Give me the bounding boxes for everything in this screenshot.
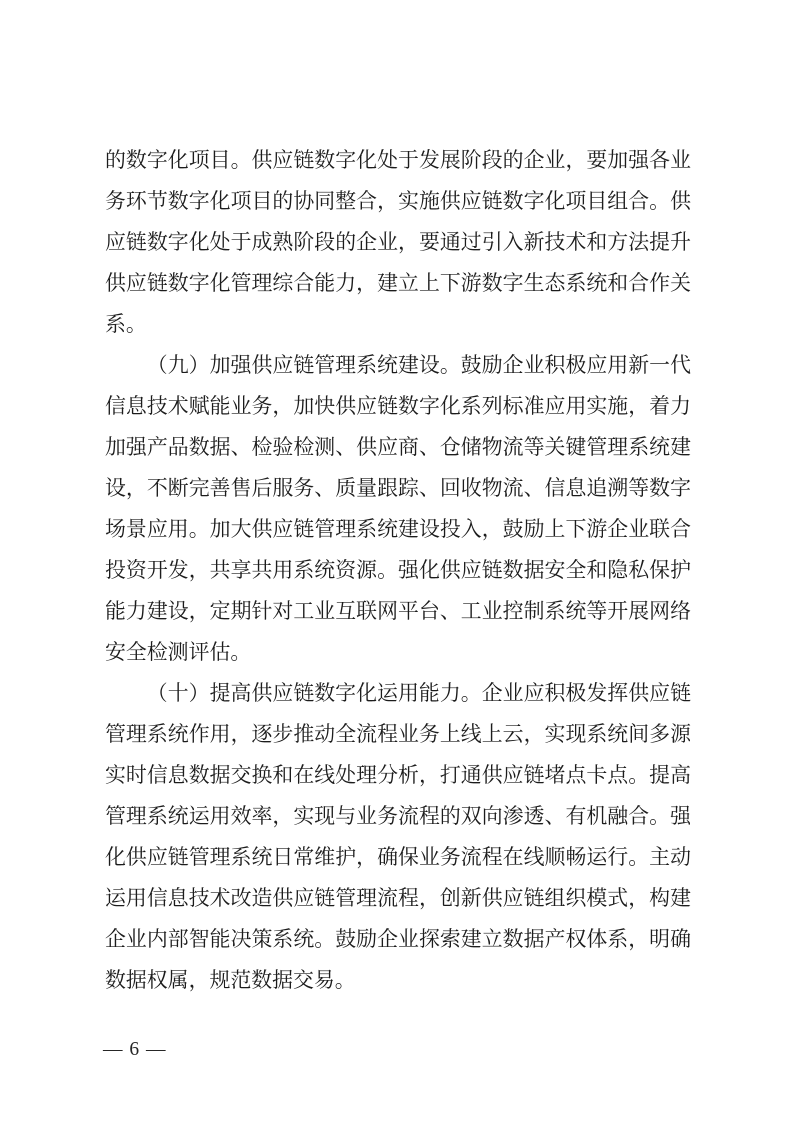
document-body — [105, 140, 691, 1001]
paragraph-continuation: 的数字化项目。供应链数字化处于发展阶段的企业，要加强各业务环节数字化项目的协同整合，实施供应链数字化项目组合。供应链数字化处于成熟阶段的企业，要通过引入新技术和方法提升供应链数字化管理综合能力，建立上下游数字生态系统和合作关系。 — [105, 148, 691, 336]
item-9-heading: （九）加强供应链管理系统建设。 — [146, 353, 461, 377]
item-9-text: 鼓励企业积极应用新一代信息技术赋能业务，加快供应链数字化系列标准应用实施，着力加强产品数据、检验检测、供应商、仓储物流等关键管理系统建设，不断完善售后服务、质量跟踪、回收物流、信息追溯等数字场景应用。加大供应链管理系统建设投入，鼓励上下游企业联合投资开发，共享共用系统资源。强化供应链数据安全和隐私保护能力建设，定期针对工业互联网平台、工业控制系统等开展网络安全检测评估。 — [105, 353, 691, 664]
paragraph-item-10 — [105, 673, 691, 1001]
item-10-text: 企业应积极发挥供应链管理系统作用，逐步推动全流程业务上线上云，实现系统间多源实时信息数据交换和在线处理分析，打通供应链堵点卡点。提高管理系统运用效率，实现与业务流程的双向渗透、有机融合。强化供应链管理系统日常维护，确保业务流程在线顺畅运行。主动运用信息技术改造供应链管理流程，创新供应链组织模式，构建企业内部智能决策系统。鼓励企业探索建立数据产权体系，明确数据权属，规范数据交易。 — [105, 681, 691, 992]
paragraph-item-9 — [105, 345, 691, 673]
item-10-heading: （十）提高供应链数字化运用能力。 — [146, 681, 482, 705]
page-number: — 6 — — [103, 1039, 167, 1060]
